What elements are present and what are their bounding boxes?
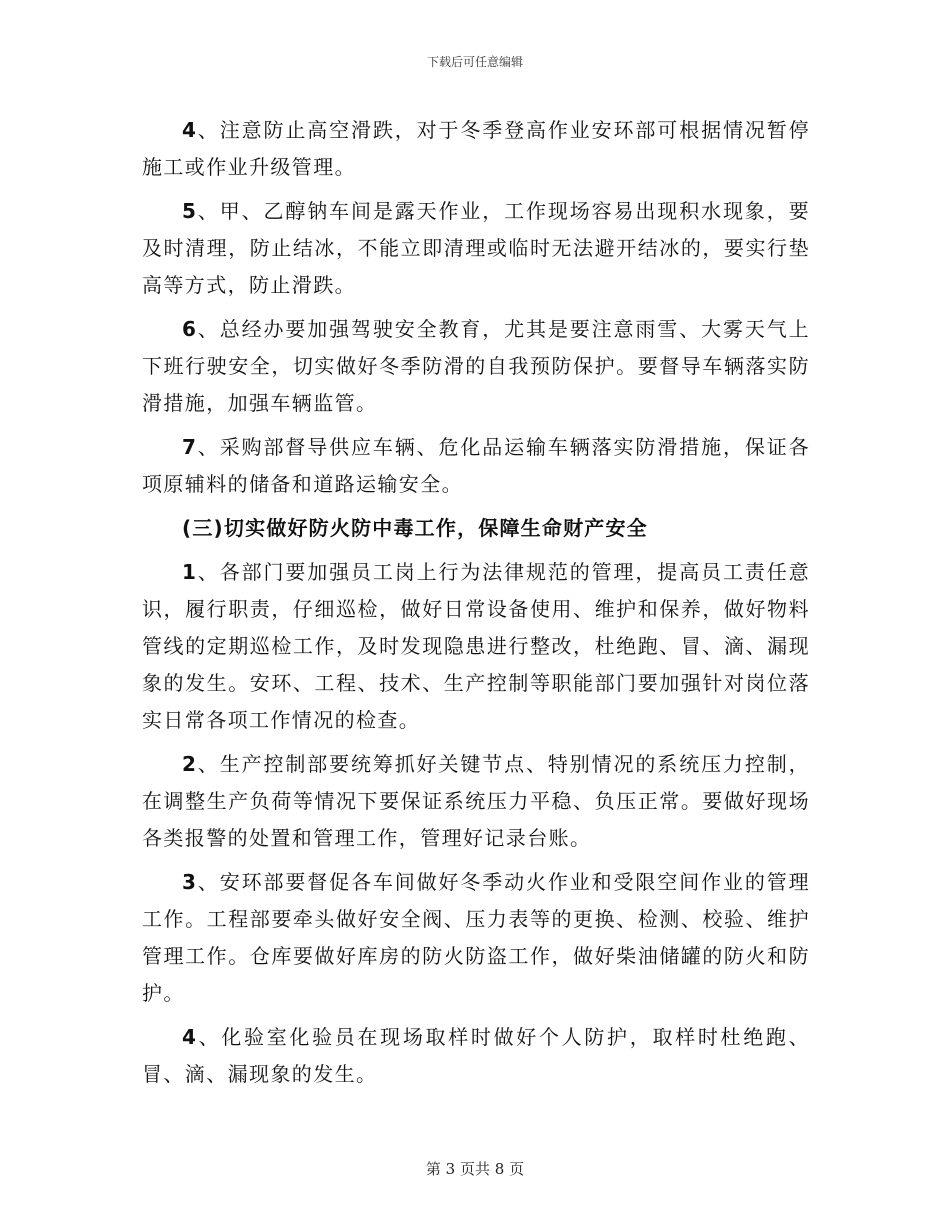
paragraph-text: 、甲、乙醇钠车间是露天作业，工作现场容易出现积水现象，要及时清理，防止结冰，不能立即清理或临时无法避开结冰的，要实行垫高等方式，防止滑跌。	[142, 199, 810, 297]
paragraph-text: 、各部门要加强员工岗上行为法律规范的管理，提高员工责任意识，履行职责，仔细巡检，做好日常设备使用、维护和保养，做好物料管线的定期巡检工作，及时发现隐患进行整改，杜绝跑、冒、滴、漏现象的发生。安环、工程、技术、生产控制等职能部门要加强针对岗位落实日常各项工作情况的检查。	[142, 560, 810, 732]
paragraph-number: 1	[182, 560, 198, 584]
paragraph-number: 5	[182, 199, 198, 223]
page-header: 下载后可任意编辑	[426, 55, 523, 69]
paragraph-5	[142, 193, 810, 304]
paragraph-number: 2	[182, 752, 198, 776]
paragraph-6	[142, 311, 810, 422]
paragraph-text: 、化验室化验员在现场取样时做好个人防护，取样时杜绝跑、冒、滴、漏现象的发生。	[142, 1025, 810, 1086]
paragraph-number: 4	[182, 118, 198, 142]
section-paragraph-3	[142, 864, 810, 1012]
paragraph-number: 7	[182, 435, 198, 459]
paragraph-text: 、采购部督导供应车辆、危化品运输车辆落实防滑措施，保证各项原辅料的储备和道路运输安全。	[142, 435, 810, 496]
paragraph-7	[142, 429, 810, 503]
paragraph-text: 、总经办要加强驾驶安全教育，尤其是要注意雨雪、大雾天气上下班行驶安全，切实做好冬季防滑的自我预防保护。要督导车辆落实防滑措施，加强车辆监管。	[142, 317, 810, 415]
paragraph-text: 、生产控制部要统筹抓好关键节点、特别情况的系统压力控制，在调整生产负荷等情况下要保证系统压力平稳、负压正常。要做好现场各类报警的处置和管理工作，管理好记录台账。	[142, 752, 810, 850]
paragraph-text: 、安环部要督促各车间做好冬季动火作业和受限空间作业的管理工作。工程部要牵头做好安全阀、压力表等的更换、检测、校验、维护管理工作。仓库要做好库房的防火防盗工作，做好柴油储罐的防火和防护。	[142, 870, 810, 1005]
page-footer: 第 3 页共 8 页	[425, 1160, 525, 1178]
paragraph-4	[142, 112, 810, 186]
paragraph-number: 6	[182, 317, 198, 341]
section-heading: (三)切实做好防火防中毒工作，保障生命财产安全	[182, 516, 648, 540]
section-paragraph-2	[142, 746, 810, 857]
paragraph-number: 3	[182, 870, 198, 894]
document-body	[142, 112, 810, 1100]
paragraph-number: 4	[182, 1025, 198, 1049]
section-paragraph-4	[142, 1019, 810, 1093]
paragraph-text: 、注意防止高空滑跌，对于冬季登高作业安环部可根据情况暂停施工或作业升级管理。	[142, 118, 810, 179]
section-paragraph-1	[142, 554, 810, 739]
